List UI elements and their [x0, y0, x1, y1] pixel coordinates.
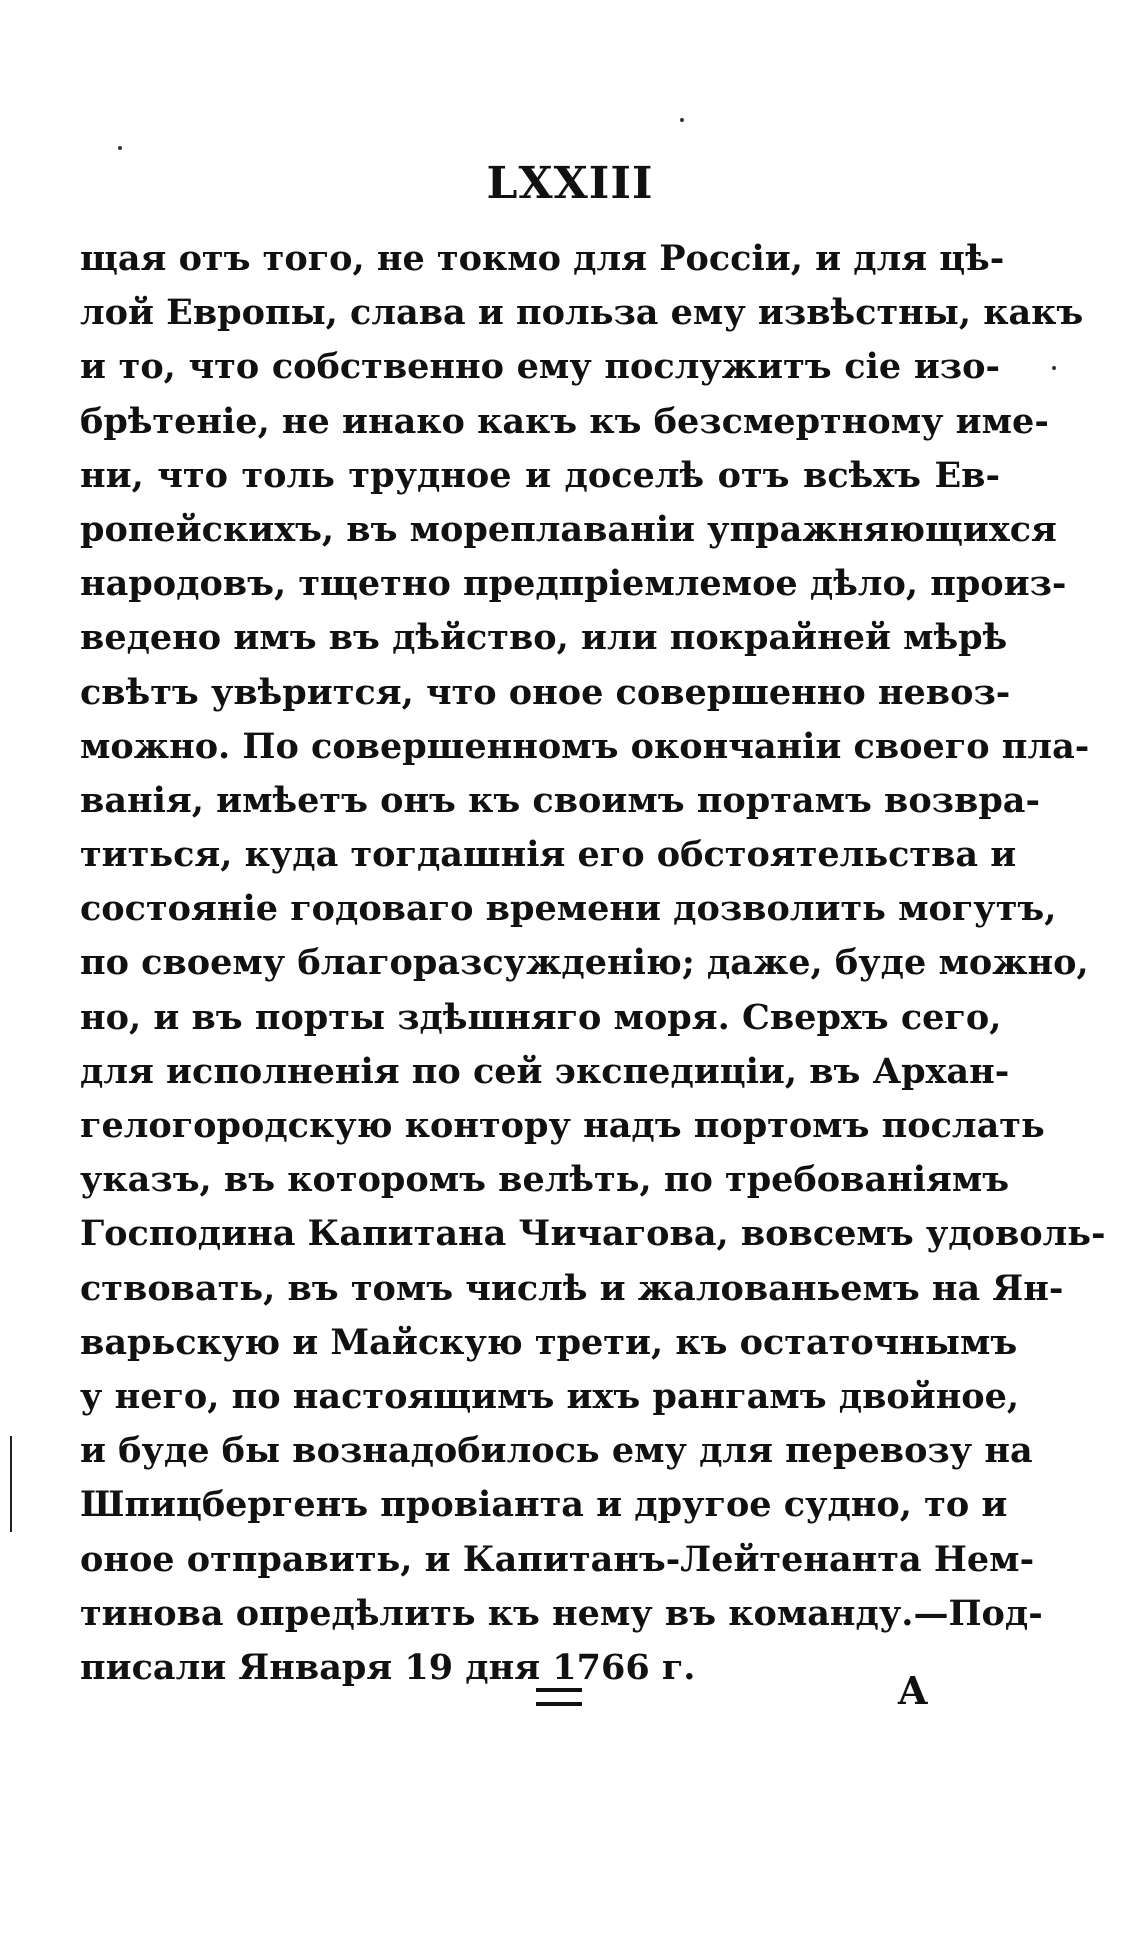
text-line: оное отправить, и Капитанъ-Лейтенанта Нем- [80, 1538, 1035, 1580]
text-line: народовъ, тщетно предпріемлемое дѣло, произ- [80, 563, 1067, 605]
text-line: ропейскихъ, въ мореплаваніи упражняющихся [80, 508, 1057, 550]
text-line: лой Европы, слава и польза ему извѣстны, какъ [80, 292, 1084, 334]
margin-scan-mark [10, 1436, 12, 1532]
text-line: Господина Капитана Чичагова, вовсемъ удоволь- [80, 1213, 1106, 1255]
text-line: и то, что собственно ему послужитъ сіе изо- [80, 346, 1000, 388]
text-line: и буде бы вознадобилось ему для перевозу на [80, 1430, 1033, 1472]
text-line: по своему благоразсужденію; даже, буде можно, [80, 942, 1089, 984]
signature-mark: A [898, 1668, 928, 1713]
text-line: указъ, въ которомъ велѣть, по требованіямъ [80, 1159, 1010, 1201]
text-line: у него, по настоящимъ ихъ рангамъ двойное, [80, 1375, 1020, 1417]
text-line: ни, что толь трудное и доселѣ отъ всѣхъ Ев- [80, 454, 1000, 496]
text-line: брѣтеніе, не инако какъ къ безсмертному име- [80, 400, 1049, 442]
text-line: писали Января 19 дня 1766 г. [80, 1646, 696, 1688]
page-number: LXXIII [486, 158, 654, 209]
text-line: ведено имъ въ дѣйство, или покрайней мѣрѣ [80, 617, 1008, 659]
text-line: щая отъ того, не токмо для Россіи, и для цѣ- [80, 238, 1005, 279]
double-rule-divider [536, 1688, 582, 1716]
text-line: титься, куда тогдашнія его обстоятельства и [80, 834, 1017, 876]
scan-speck [680, 118, 684, 122]
scan-speck [1052, 366, 1056, 370]
text-line: свѣтъ увѣрится, что оное совершенно невоз- [80, 671, 1011, 713]
text-line: состояніе годоваго времени дозволить могутъ, [80, 888, 1057, 930]
scan-speck [118, 146, 122, 150]
text-line: но, и въ порты здѣшняго моря. Сверхъ сего, [80, 996, 1002, 1038]
text-line: ванія, имѣетъ онъ къ своимъ портамъ возвра- [80, 779, 1041, 821]
text-line: тинова опредѣлить къ нему въ команду.—Под- [80, 1592, 1043, 1634]
body-text [80, 232, 1106, 1695]
text-line: варьскую и Майскую трети, къ остаточнымъ [80, 1321, 1018, 1363]
text-line: можно. По совершенномъ окончаніи своего пла- [80, 725, 1090, 767]
text-line: для исполненія по сей экспедиціи, въ Архан- [80, 1050, 1010, 1092]
text-line: гелогородскую контору надъ портомъ послать [80, 1105, 1045, 1146]
text-line: Шпицбергенъ провіанта и другое судно, то и [80, 1484, 1008, 1526]
text-line: ствовать, въ томъ числѣ и жалованьемъ на Ян- [80, 1267, 1064, 1309]
